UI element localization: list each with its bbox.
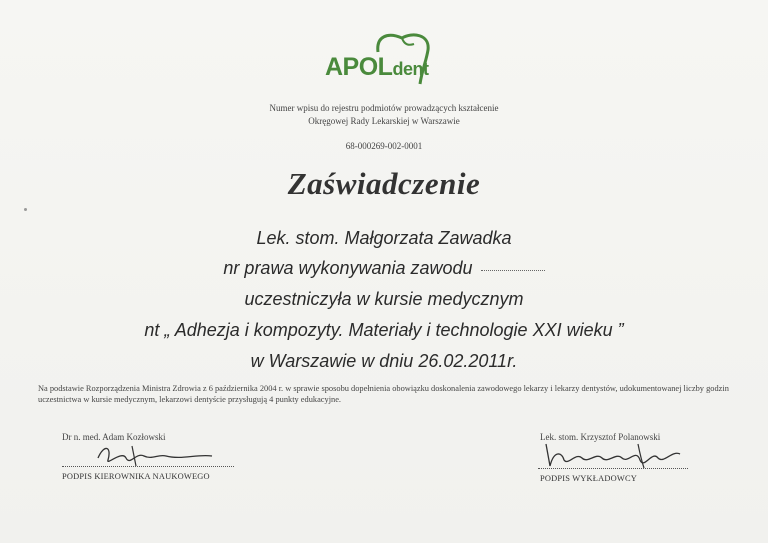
- course-topic: nt „ Adhezja i kompozyty. Materiały i technologie XXI wieku ”: [144, 320, 624, 340]
- left-signature-caption: PODPIS KIEROWNIKA NAUKOWEGO: [62, 472, 210, 481]
- right-signature-caption: PODPIS WYKŁADOWCY: [540, 474, 638, 483]
- registry-line-1: Numer wpisu do rejestru podmiotów prowadzących kształcenie: [269, 103, 499, 113]
- license-label: nr prawa wykonywania zawodu: [223, 258, 473, 278]
- paper-speck: [24, 208, 27, 211]
- left-signer-name: Dr n. med. Adam Kozłowski: [62, 432, 166, 442]
- right-signer-name: Lek. stom. Krzysztof Polanowski: [540, 432, 661, 442]
- logo-text: APOLdent: [325, 53, 429, 81]
- participation-line: uczestniczyła w kursie medycznym: [244, 289, 524, 309]
- license-line: [0, 258, 768, 279]
- license-number-blank: [481, 270, 545, 271]
- legal-basis: Na podstawie Rozporządzenia Ministra Zdrowia z 6 października 2004 r. w sprawie sposobu dopełnienia obowiązku doskonalenia zawodowego lekarzy i lekarzy dentystów, udokumentowanej liczby godzin uczestnictwa w kursie medycznym, lekarzowi dentyście przysługują 4 punkty edukacyjne.: [38, 384, 729, 404]
- registry-line-2: Okręgowej Rady Lekarskiej w Warszawie: [308, 116, 460, 126]
- right-signature-line: [538, 468, 688, 469]
- apoldent-logo: [318, 30, 442, 88]
- left-signature-line: [62, 466, 234, 467]
- participant-name: Lek. stom. Małgorzata Zawadka: [256, 228, 512, 248]
- certificate-title: Zaświadczenie: [287, 166, 481, 201]
- place-date: w Warszawie w dniu 26.02.2011r.: [250, 351, 518, 371]
- registry-number: 68-000269-002-0001: [345, 141, 423, 151]
